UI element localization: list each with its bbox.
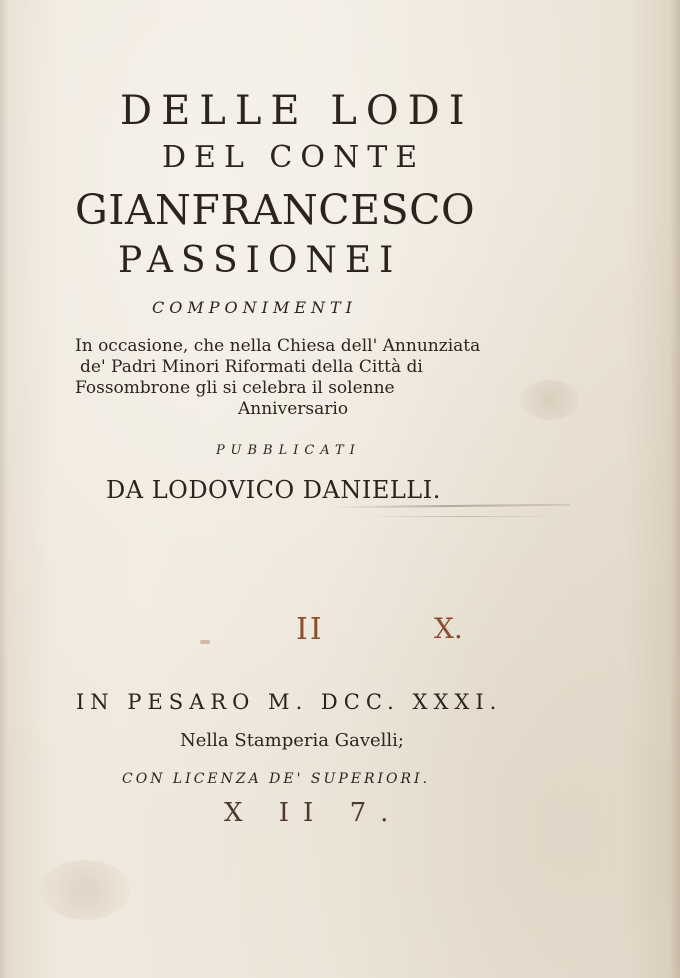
title-line-1: DELLE LODI bbox=[120, 88, 474, 134]
handwritten-mark-top: II bbox=[296, 612, 324, 647]
paper-fold bbox=[330, 504, 570, 509]
license-line: CON LICENZA DE' SUPERIORI. bbox=[122, 771, 431, 787]
subtitle: COMPONIMENTI bbox=[152, 298, 357, 317]
body-line-3: Fossombrone gli si celebra il solenne bbox=[75, 378, 395, 398]
printer-line: Nella Stamperia Gavelli; bbox=[180, 730, 404, 751]
handwritten-shelfmark: X II 7. bbox=[224, 798, 403, 828]
title-line-3: GIANFRANCESCO bbox=[75, 186, 476, 234]
body-line-2: de' Padri Minori Riformati della Città di bbox=[80, 357, 423, 377]
imprint-line: IN PESARO M. DCC. XXXI. bbox=[76, 690, 503, 714]
published-label: PUBBLICATI bbox=[216, 443, 361, 458]
paper-edge-left bbox=[0, 0, 8, 978]
paper-edge-right bbox=[670, 0, 680, 978]
title-line-2: DEL CONTE bbox=[162, 140, 426, 175]
handwritten-mark-top-x: X. bbox=[434, 612, 463, 645]
body-line-1: In occasione, che nella Chiesa dell' Annunziata bbox=[75, 336, 481, 356]
paper-stain bbox=[40, 860, 130, 920]
body-line-4: Anniversario bbox=[238, 399, 349, 419]
ink-mark bbox=[200, 640, 210, 644]
editor-line: DA LODOVICO DANIELLI. bbox=[106, 476, 441, 504]
paper-fold bbox=[360, 516, 560, 517]
title-line-4: PASSIONEI bbox=[118, 240, 402, 281]
